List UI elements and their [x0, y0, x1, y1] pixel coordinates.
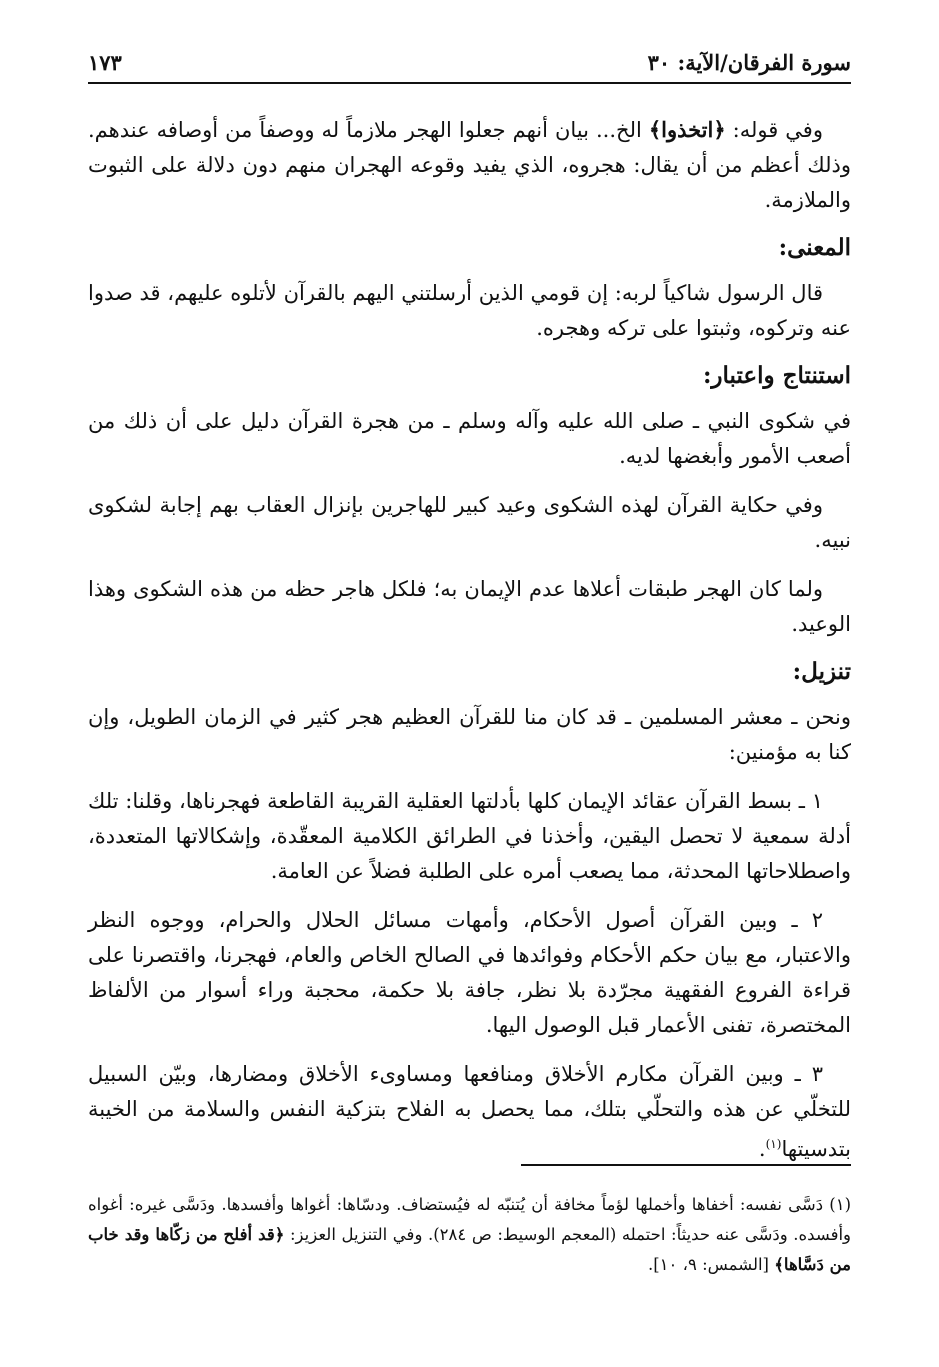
deduction-paragraph-2: وفي حكاية القرآن لهذه الشكوى وعيد كبير للهاجرين بإنزال العقاب بهم إجابة لشكوى نبيه. — [88, 493, 851, 552]
footnote-quran-quote: ﴿قد أفلح من زكّاها وقد خاب من دَسَّاها﴾ — [88, 1225, 851, 1274]
footnote-separator — [521, 1164, 851, 1166]
application-point-1: ١ ـ بسط القرآن عقائد الإيمان كلها بأدلتها العقلية القريبة القاطعة فهجرناها، وقلنا: تلك أدلة سمعية لا تحصل اليقين، وأخذنا في الطرائق الكلامية المعقّدة، وإشكالاتها المتعددة، واصطلاحاتها المحدثة، مما يصعب أمره على الطلبة فضلاً عن العامة. — [88, 789, 851, 883]
application-heading: تنزيل: — [792, 658, 851, 685]
deduction-heading: استنتاج واعتبار: — [702, 362, 851, 389]
main-text — [88, 112, 851, 1181]
meaning-heading: المعنى: — [778, 234, 851, 261]
footnote-text-end: [الشمس: ٩، ١٠]. — [647, 1255, 775, 1274]
intro-text-start: وفي قوله: — [725, 118, 823, 142]
meaning-paragraph: قال الرسول شاكياً لربه: إن قومي الذين أرسلتني اليهم بالقرآن لأتلوه عليهم، قد صدوا عنه وتركوه، وثبتوا على تركه وهجره. — [88, 281, 851, 340]
footnote-text-start: (١) دَسَّى نفسه: أخفاها وأخملها لؤماً مخافة أن يُتنبّه له فيُستضاف. ودسّاها: أغواها وأفسدها. ودَسَّى غيره: أغواه وأفسده. ودَسَّى عنه حديثاً: احتمله (المعجم الوسيط: ص ٢٨٤). وفي التنزيل العزيز: — [88, 1195, 852, 1244]
footnote-marker[interactable]: (١) — [765, 1137, 782, 1151]
application-paragraph-1: ونحن ـ معشر المسلمين ـ قد كان منا للقرآن العظيم هجر كثير في الزمان الطويل، وإن كنا به مؤمنين: — [88, 705, 851, 764]
page-header — [88, 46, 851, 84]
intro-text-rest: الخ... بيان أنهم جعلوا الهجر ملازماً له ووصفاً من أوصافه عندهم. وذلك أعظم من أن يقال: هجروه، الذي يفيد وقوعه الهجران منهم دون دلالة على الثبوت والملازمة. — [88, 118, 851, 212]
footnote — [88, 1190, 851, 1280]
point-3-end: . — [758, 1137, 766, 1161]
page-number: ١٧٣ — [88, 50, 122, 75]
point-3-text: ٣ ـ وبين القرآن مكارم الأخلاق ومنافعها ومساوىء الأخلاق ومضارها، وبيّن السبيل للتخلّي عن هذه والتحلّي بتلك، مما يحصل به الفلاح بتزكية النفس والسلامة من الخيبة بتدسيتها — [88, 1062, 851, 1161]
application-point-3 — [88, 1057, 851, 1167]
deduction-paragraph-3: ولما كان الهجر طبقات أعلاها عدم الإيمان به؛ فلكل هاجر حظه من هذه الشكوى وهذا الوعيد. — [88, 577, 851, 636]
deduction-paragraph-1: في شكوى النبي ـ صلى الله عليه وآله وسلم ـ من هجرة القرآن دليل على أن ذلك من أصعب الأمور وأبغضها لديه. — [88, 409, 851, 468]
application-point-2: ٢ ـ وبين القرآن أصول الأحكام، وأمهات مسائل الحلال والحرام، ووجوه النظر والاعتبار، مع بيان حكم الأحكام وفوائدها في الصالح الخاص والعام، فهجرنا، واقتصرنا على قراءة الفروع الفقهية مجرّدة بلا نظر، جافة بلا حكمة، محجبة وراء أسوار من الألفاظ المختصرة، تفنى الأعمار قبل الوصول اليها. — [88, 908, 851, 1037]
running-title: سورة الفرقان/الآية: ٣٠ — [647, 50, 851, 75]
intro-paragraph — [88, 112, 851, 218]
quran-quote: ﴿اتخذوا﴾ — [648, 117, 726, 142]
